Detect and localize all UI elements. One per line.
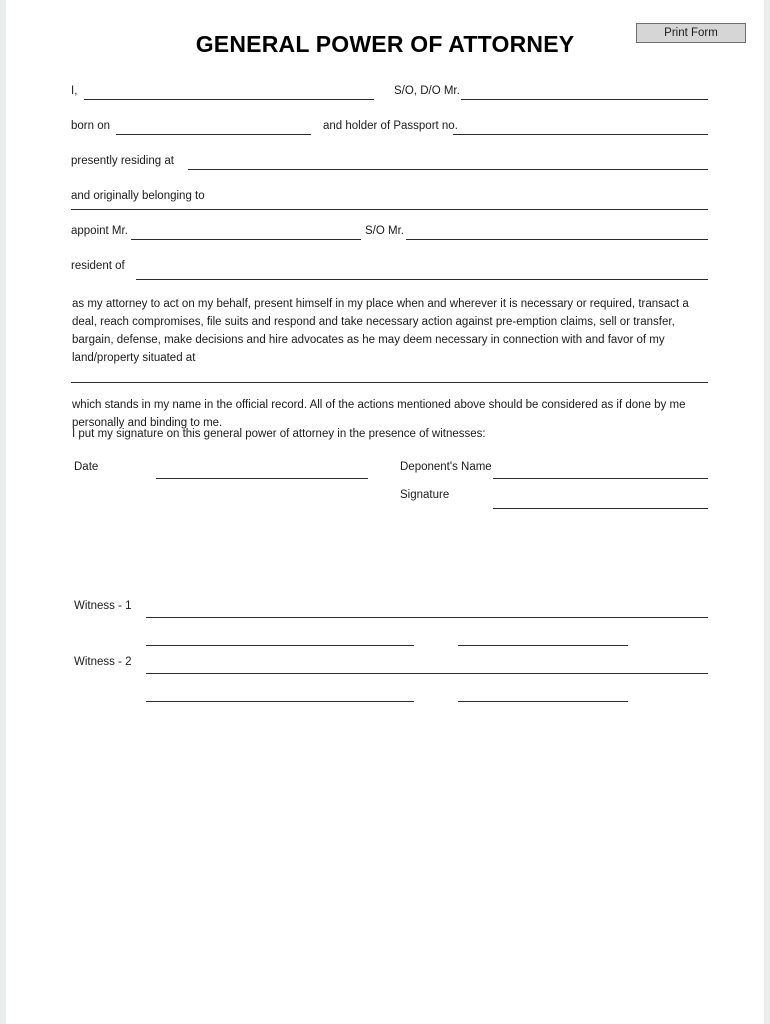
body-paragraph-2-line-1: which stands in my name in the official record. All of the actions mentioned above should be considered as if done by me personally and binding to me. (72, 399, 686, 429)
label-deponent-name: Deponent's Name (400, 461, 492, 473)
input-residence-address[interactable] (188, 169, 708, 170)
input-deponent-name[interactable] (493, 478, 708, 479)
label-witness-2: Witness - 2 (74, 656, 132, 668)
label-appoint: appoint Mr. (71, 225, 128, 237)
label-originally-belonging: and originally belonging to (71, 190, 205, 202)
label-so-mr: S/O Mr. (365, 225, 404, 237)
label-i: I, (71, 85, 78, 97)
label-residing-at: presently residing at (71, 155, 174, 167)
print-form-button[interactable]: Print Form (636, 23, 746, 43)
input-witness-1-name[interactable] (146, 617, 708, 618)
input-property-location[interactable] (71, 382, 708, 383)
input-witness-1-address[interactable] (146, 645, 414, 646)
input-witness-2-address[interactable] (146, 701, 414, 702)
input-father-name[interactable] (461, 99, 708, 100)
input-attorney-name[interactable] (131, 239, 361, 240)
input-attorney-residence[interactable] (136, 279, 708, 280)
input-signature[interactable] (493, 508, 708, 509)
label-so-do: S/O, D/O Mr. (394, 85, 460, 97)
label-resident-of: resident of (71, 260, 125, 272)
input-date[interactable] (156, 478, 368, 479)
input-attorney-father-name[interactable] (406, 239, 708, 240)
label-witness-1: Witness - 1 (74, 600, 132, 612)
input-name[interactable] (84, 99, 374, 100)
input-origin-place[interactable] (71, 209, 708, 210)
label-date: Date (74, 461, 99, 473)
input-witness-2-signature[interactable] (458, 701, 628, 702)
label-signature: Signature (400, 489, 450, 501)
label-passport: and holder of Passport no. (323, 120, 458, 132)
input-witness-2-name[interactable] (146, 673, 708, 674)
body-paragraph-1: as my attorney to act on my behalf, present himself in my place when and wherever it is necessary or required, transact a deal, reach compromises, file suits and respond and take necessary action against pre-emption claims, sell or transfer, bargain, defense, make decisions and hire advocates as he may deem necessary in connection with and favor of my land/property situated at (72, 298, 689, 364)
input-birth-date[interactable] (116, 134, 311, 135)
label-born-on: born on (71, 120, 111, 132)
body-paragraph-2-line-2: I put my signature on this general power of attorney in the presence of witnesses: (72, 428, 486, 440)
page-title: GENERAL POWER OF ATTORNEY (195, 31, 575, 57)
input-witness-1-signature[interactable] (458, 645, 628, 646)
input-passport-number[interactable] (453, 134, 708, 135)
